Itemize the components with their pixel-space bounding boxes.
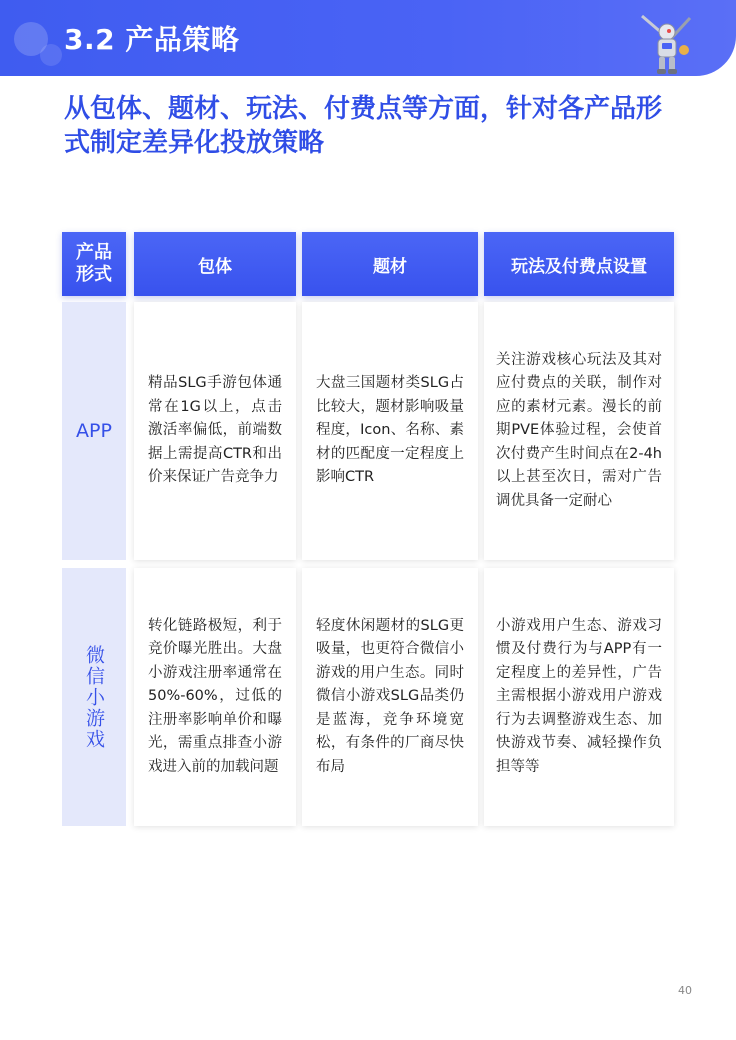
table-cell: [302, 568, 478, 826]
row-label-app: [62, 302, 126, 560]
cell-text: 关注游戏核心玩法及其对应付费点的关联，制作对应的素材元素。漫长的前期PVE体验过程，会使首次付费产生时间点在2-4h以上甚至次日，需对广告调优具备一定耐心: [496, 351, 662, 509]
cell-text: 轻度休闲题材的SLG更吸量，也更符合微信小游戏的用户生态。同时微信小游戏SLG品类仍是蓝海，竞争环境宽松，有条件的厂商尽快布局: [316, 617, 464, 775]
row-label-text: 微信小游戏: [83, 644, 105, 750]
cell-text: 转化链路极短，利于竞价曝光胜出。大盘小游戏注册率通常在50%-60%，过低的注册率影响单价和曝光，需重点排查小游戏进入前的加载问题: [148, 617, 282, 775]
section-title: 3.2 产品策略: [64, 23, 240, 56]
column-header-label: 产品形式: [76, 242, 112, 285]
row-label-wechat-minigame: [62, 568, 126, 826]
cell-text: 精品SLG手游包体通常在1G以上，点击激活率偏低，前端数据上需提高CTR和出价来保证广告竞争力: [148, 375, 282, 486]
table-cell: [134, 302, 296, 560]
header-bar: [0, 0, 736, 76]
table-cell: [484, 302, 674, 560]
column-header-label: 题材: [373, 256, 407, 277]
table-cell: [484, 568, 674, 826]
decor-bubble: [40, 44, 62, 66]
cell-text: 大盘三国题材类SLG占比较大，题材影响吸量程度，Icon、名称、素材的匹配度一定程度上影响CTR: [316, 375, 464, 486]
table-cell: [134, 568, 296, 826]
robot-mascot-icon: [636, 10, 696, 76]
headline: 从包体、题材、玩法、付费点等方面，针对各产品形式制定差异化投放策略: [64, 94, 663, 158]
column-header-theme: [302, 232, 478, 296]
column-header-label: 包体: [198, 256, 232, 277]
page-number: 40: [678, 984, 692, 997]
column-header-product-form: [62, 232, 126, 296]
table-cell: [302, 302, 478, 560]
cell-text: 小游戏用户生态、游戏习惯及付费行为与APP有一定程度上的差异性，广告主需根据小游戏用户游戏行为去调整游戏生态、加快游戏节奏、减轻操作负担等等: [496, 617, 662, 775]
column-header-gameplay: [484, 232, 674, 296]
row-label-text: APP: [76, 420, 112, 442]
column-header-package: [134, 232, 296, 296]
column-header-label: 玩法及付费点设置: [511, 256, 647, 277]
